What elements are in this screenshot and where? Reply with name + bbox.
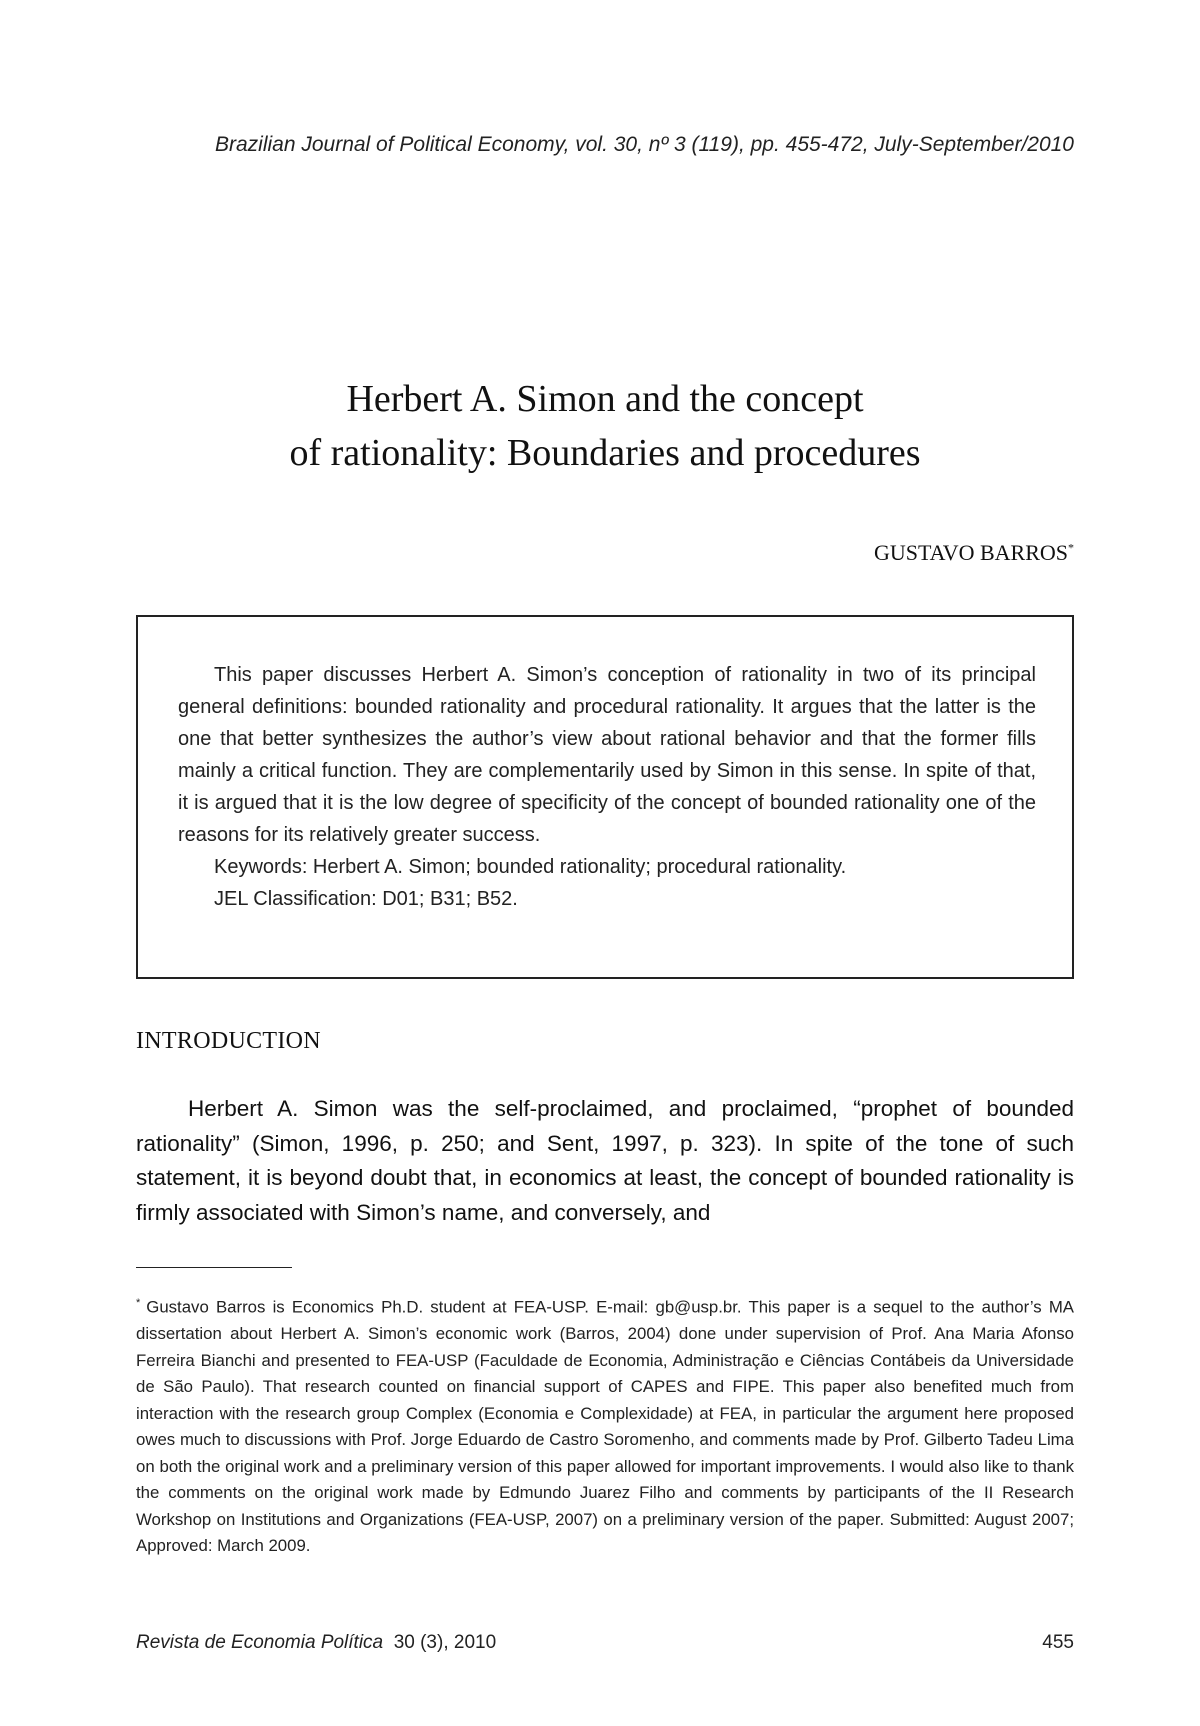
running-head: Brazilian Journal of Political Economy, vol. 30, nº 3 (119), pp. 455-472, July-September/2010 — [214, 133, 1074, 156]
author-footnote-mark: * — [1068, 540, 1074, 555]
introduction-paragraph: Herbert A. Simon was the self-proclaimed, and proclaimed, “prophet of bounded rationality” (Simon, 1996, p. 250; and Sent, 1997, p. 323). In spite of the tone of such statement, it is beyond doubt that, in economics at least, the concept of bounded rationality is firmly associated with Simon’s name, and conversely, and — [136, 1096, 1074, 1225]
footer-journal: Revista de Economia Política — [136, 1632, 384, 1653]
footnote-divider — [136, 1267, 292, 1268]
abstract-text: This paper discusses Herbert A. Simon’s conception of rationality in two of its principal general definitions: bounded rationality and procedural rationality. It argues that the latter is the one that better synthesizes the author’s view about rational behavior and that the former fills mainly a critical function. They are complementarily used by Simon in this sense. In spite of that, it is argued that it is the low degree of specificity of the concept of bounded rationality one of the reasons for its relatively greater success. — [178, 664, 1036, 846]
footnote — [136, 1290, 1074, 1560]
footer-citation — [136, 1632, 496, 1654]
footnote-mark: * — [136, 1297, 141, 1309]
author-text: GUSTAVO BARROS — [873, 540, 1068, 565]
author-name — [874, 540, 1074, 566]
title-line-2: of rationality: Boundaries and procedures — [289, 432, 921, 474]
article-title — [136, 372, 1074, 480]
keywords: Keywords: Herbert A. Simon; bounded rationality; procedural rationality. — [214, 856, 847, 878]
abstract-box — [136, 615, 1074, 979]
introduction-heading: INTRODUCTION — [136, 1028, 321, 1054]
page-number: 455 — [1042, 1632, 1074, 1653]
title-line-1: Herbert A. Simon and the concept — [346, 378, 864, 420]
jel-classification: JEL Classification: D01; B31; B52. — [214, 888, 518, 910]
footnote-text: Gustavo Barros is Economics Ph.D. student at FEA-USP. E-mail: gb@usp.br. This paper is a sequel to the author’s MA dissertation about Herbert A. Simon’s economic work (Barros, 2004) done under supervision of Prof. Ana Maria Afonso Ferreira Bianchi and presented to FEA-USP (Faculdade de Economia, Administração e Ciências Contábeis da Universidade de São Paulo). That research counted on financial support of CAPES and FIPE. This paper also benefited much from interaction with the research group Complex (Economia e Complexidade) at FEA, in particular the argument here proposed owes much to discussions with Prof. Jorge Eduardo de Castro Soromenho, and comments made by Prof. Gilberto Tadeu Lima on both the original work and a preliminary version of this paper allowed for important improvements. I would also like to thank the comments on the original work made by Edmundo Juarez Filho and comments by participants of the II Research Workshop on Institutions and Organizations (FEA-USP, 2007) on a preliminary version of the paper. Submitted: August 2007; Approved: March 2009. — [136, 1297, 1074, 1556]
footer-issue: 30 (3), 2010 — [393, 1632, 497, 1653]
